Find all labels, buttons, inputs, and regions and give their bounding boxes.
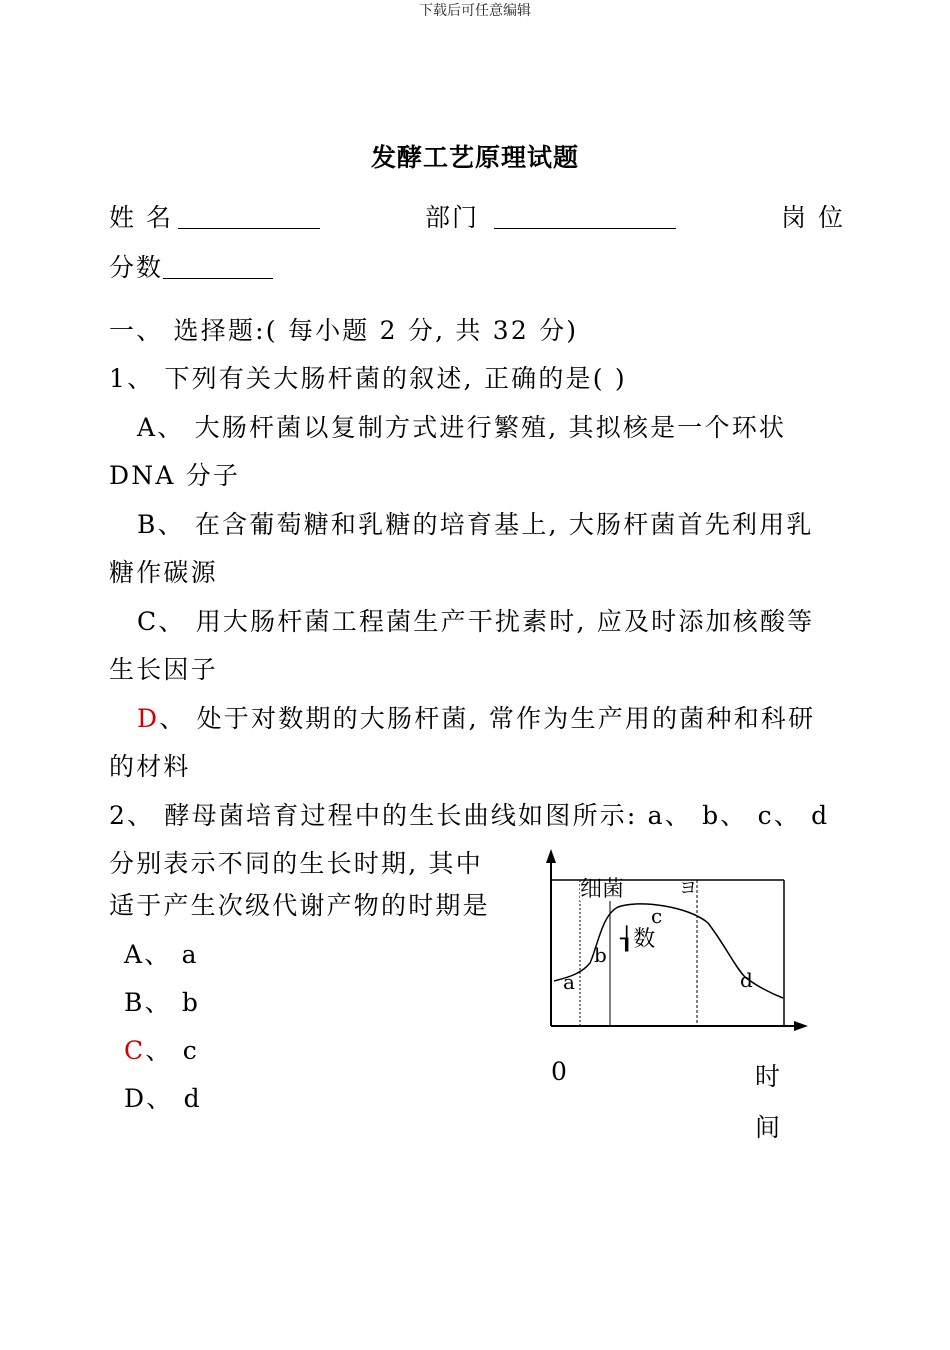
q1-option-d-cont: 的材料: [109, 752, 191, 781]
option-text: 、 大肠杆菌以复制方式进行繁殖, 其拟核是一个环状: [157, 413, 787, 442]
score-blank[interactable]: [163, 254, 273, 279]
score-label: 分数: [109, 253, 164, 282]
phase-c-label: c: [651, 904, 663, 928]
label-mid: ┧数: [620, 927, 656, 952]
q1-option-b-cont: 糖作碳源: [109, 558, 218, 587]
post-label: 岗 位: [781, 203, 845, 232]
q2-stem-line2: 分别表示不同的生长时期, 其中: [109, 849, 483, 878]
q2-stem-line3: 适于产生次级代谢产物的时期是: [109, 891, 490, 920]
axis-origin: 0: [551, 1057, 569, 1086]
y-axis-arrow: [546, 849, 556, 863]
q1-option-c-cont: 生长因子: [109, 655, 218, 684]
phase-b-label: b: [594, 943, 607, 967]
x-axis-arrow: [794, 1021, 808, 1031]
q1-option-a-cont: DNA 分子: [109, 461, 241, 490]
option-letter: A: [137, 413, 158, 442]
q1-option-a: [137, 408, 786, 444]
section-heading: 一、 选择题:( 每小题 2 分, 共 32 分): [109, 316, 579, 345]
dept-blank[interactable]: [494, 204, 676, 229]
label-top-extra: ヨ: [679, 878, 697, 899]
phase-d-label: d: [740, 968, 753, 992]
page-title: 发酵工艺原理试题: [370, 143, 579, 172]
option-text: 、 d: [146, 1084, 202, 1113]
q2-stem: 2、 酵母菌培育过程中的生长曲线如图所示: a、 b、 c、 d: [109, 801, 830, 830]
dept-label: 部门: [425, 203, 480, 232]
name-label: 姓 名: [109, 203, 173, 232]
option-text: 、 处于对数期的大肠杆菌, 常作为生产用的菌种和科研: [159, 704, 816, 733]
q2-option-c: [124, 1031, 199, 1067]
option-letter: B: [124, 988, 145, 1017]
phase-a-label: a: [563, 970, 575, 994]
q1-option-c: [137, 602, 814, 638]
option-letter: A: [124, 940, 145, 969]
option-text: 、 c: [145, 1036, 199, 1065]
option-letter: B: [137, 510, 158, 539]
x-axis-label-2: 间: [755, 1113, 783, 1142]
header-note: 下载后可任意编辑: [419, 3, 531, 19]
q1-option-b: [137, 505, 814, 541]
option-text: 、 b: [144, 988, 201, 1017]
q1-option-d: [137, 699, 815, 735]
q2-option-a: [124, 935, 199, 971]
q2-option-d: [124, 1079, 202, 1115]
option-letter-answer: C: [124, 1036, 146, 1065]
option-text: 、 在含葡萄糖和乳糖的培育基上, 大肠杆菌首先利用乳: [157, 510, 814, 539]
x-axis-label-1: 时: [755, 1062, 783, 1091]
label-top: 细菌: [580, 877, 625, 902]
name-blank[interactable]: [178, 204, 320, 229]
q1-stem: 1、 下列有关大肠杆菌的叙述, 正确的是( ): [109, 364, 627, 393]
option-letter-answer: D: [137, 704, 160, 733]
option-letter: D: [124, 1084, 147, 1113]
option-text: 、 用大肠杆菌工程菌生产干扰素时, 应及时添加核酸等: [158, 607, 815, 636]
option-letter: C: [137, 607, 159, 636]
growth-curve-figure: [540, 845, 820, 1045]
q2-option-b: [124, 983, 200, 1019]
option-text: 、 a: [144, 940, 199, 969]
